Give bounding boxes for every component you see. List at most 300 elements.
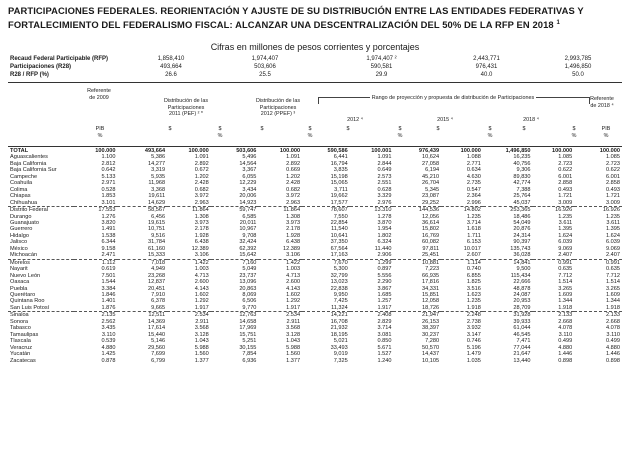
unit-label: PIB	[601, 126, 611, 132]
table-cell: 1.623	[466, 291, 481, 298]
state-name: Tabasco	[10, 325, 31, 332]
table-cell: 3.384	[101, 285, 116, 292]
state-name: Yucatán	[10, 351, 31, 358]
table-cell: 2.551	[377, 180, 392, 187]
table-cell: 12,058	[422, 298, 440, 305]
table-cell: 1.954	[377, 226, 392, 233]
table-cell: 0.622	[606, 167, 620, 174]
table-cell: 1.602	[286, 291, 301, 298]
table-cell: 31,928	[483, 312, 533, 319]
table-cell: 17.553	[74, 207, 118, 214]
summary-value: 2,443,771	[473, 56, 500, 62]
table-cell: 61,160	[147, 245, 166, 252]
table-cell: 3.128	[286, 331, 301, 338]
unit-percent: %	[397, 133, 403, 139]
table-cell: 36,614	[422, 219, 440, 226]
table-cell: 6,456	[151, 213, 166, 220]
col-dist-2011-line2: Participaciones	[167, 104, 205, 111]
table-cell: 3.009	[606, 199, 620, 206]
table-cell: 15,333	[147, 252, 166, 259]
table-cell: 9.069	[606, 245, 620, 252]
table-cell: 1.624	[558, 232, 573, 239]
state-name: Nuevo León	[10, 272, 41, 279]
table-cell: 3.110	[558, 331, 573, 338]
table-cell: 18,486	[513, 213, 531, 220]
table-cell: 1.043	[194, 338, 209, 345]
table-cell: 9,306	[516, 167, 531, 174]
table-cell: 12,837	[147, 279, 166, 286]
table-cell: 2.771	[466, 160, 481, 167]
table-cell: 23,087	[422, 193, 440, 200]
summary-value: 26.6	[165, 72, 177, 78]
table-cell: 1.876	[101, 304, 116, 311]
state-name: Zacatecas	[10, 357, 36, 364]
table-cell: 34,331	[422, 285, 440, 292]
table-cell: 1.043	[286, 338, 301, 345]
table-cell: 2.133	[533, 312, 575, 319]
table-cell: 1.344	[606, 298, 620, 305]
table-cell: 10,751	[147, 226, 166, 233]
table-row	[8, 305, 622, 312]
table-cell: 3.611	[606, 219, 620, 226]
col-ref-2018-line2: de 2018 ⁴	[590, 102, 614, 109]
state-name: Hidalgo	[10, 232, 29, 239]
table-cell: 1.446	[606, 351, 620, 358]
unit-label: $	[260, 126, 264, 132]
summary-row	[8, 55, 622, 63]
table-cell: 0.649	[377, 167, 392, 174]
table-cell: 1.422	[258, 259, 302, 266]
table-cell: 100.000	[460, 148, 481, 154]
table-cell: 5,345	[425, 186, 440, 193]
table-cell: 3,434	[242, 186, 257, 193]
unit-label: $	[218, 126, 222, 132]
table-cell: 3.128	[194, 331, 209, 338]
table-cell: 6,378	[151, 298, 166, 305]
table-cell: 0.499	[606, 338, 620, 345]
table-cell: 493,664	[144, 148, 166, 154]
table-cell: 19,662	[330, 193, 348, 200]
table-cell: 18,195	[330, 331, 348, 338]
table-cell: 6,506	[242, 298, 257, 305]
unit-label: $	[488, 126, 492, 132]
table-cell: 23,268	[147, 272, 166, 279]
table-cell: 67,564	[330, 245, 348, 252]
state-name: Puebla	[10, 285, 28, 292]
unit-label: $	[168, 126, 172, 132]
table-cell: 22,838	[330, 285, 348, 292]
unit-label: $	[522, 126, 526, 132]
table-cell: 2.996	[466, 199, 481, 206]
table-cell: 100.000	[95, 148, 116, 154]
table-cell: 1.527	[377, 351, 392, 358]
table-cell: 78,607	[302, 207, 350, 214]
table-cell: 0.669	[286, 167, 301, 174]
table-cell: 3,711	[334, 186, 348, 193]
table-cell: 1.825	[466, 279, 481, 286]
col-ref-2009	[82, 88, 116, 101]
table-cell: 12,763	[211, 312, 259, 319]
table-cell: 100.001	[371, 148, 392, 154]
state-name: Michoacán	[10, 252, 38, 259]
table-cell: 25,764	[513, 193, 531, 200]
table-cell: 6,799	[151, 357, 166, 364]
table-cell: 97,811	[422, 245, 440, 252]
summary-value: 503,606	[254, 64, 276, 70]
table-cell: 3.568	[194, 325, 209, 332]
table-cell: 29,560	[147, 344, 166, 351]
table-cell: 16,794	[330, 160, 348, 167]
table-cell: 13,023	[330, 279, 348, 286]
state-name: Jalisco	[10, 239, 28, 246]
table-cell: 1.711	[467, 232, 481, 239]
col-ref-2018	[582, 96, 622, 109]
unit-percent: %	[603, 133, 609, 139]
state-name: Querétaro	[10, 291, 36, 298]
table-cell: 1.544	[101, 279, 116, 286]
table-cell: 2.911	[195, 318, 209, 325]
table-cell: 17,577	[330, 199, 348, 206]
table-cell: 3.106	[286, 252, 301, 259]
title-line-2	[8, 17, 622, 31]
table-cell: 0.539	[101, 338, 116, 345]
table-cell: 2.723	[558, 160, 573, 167]
table-cell: 3.714	[377, 325, 392, 332]
table-cell: 2.562	[101, 318, 116, 325]
table-cell: 12,229	[239, 180, 257, 187]
unit-percent: %	[217, 133, 223, 139]
table-cell: 46,545	[513, 331, 531, 338]
table-cell: 60,082	[422, 239, 440, 246]
table-cell: 2.573	[377, 173, 392, 180]
col-dist-2012-line1: Distribución de las	[255, 98, 301, 104]
table-cell: 2.408	[350, 312, 394, 319]
table-cell: 3.265	[606, 285, 620, 292]
table-cell: 5,386	[151, 154, 166, 161]
table-cell: 9,516	[151, 232, 166, 239]
state-name: Coahuila	[10, 180, 33, 187]
state-name: Aguascalientes	[10, 154, 48, 161]
summary-label: Participaciones (R28)	[10, 64, 72, 70]
summary-value: 976,431	[475, 64, 498, 70]
summary-value: 493,664	[160, 64, 182, 70]
table-cell: 39,933	[513, 318, 531, 325]
table-cell: 0.897	[377, 266, 392, 273]
table-cell: 50,570	[422, 344, 440, 351]
table-cell: 3.265	[558, 285, 573, 292]
table-cell: 10,624	[422, 154, 440, 161]
table-cell: 10.017	[463, 245, 481, 252]
table-cell: 11.440	[374, 245, 392, 252]
table-cell: 1.276	[101, 213, 116, 220]
table-cell: 2.858	[558, 180, 573, 187]
unit-percent: %	[571, 133, 577, 139]
table-cell: 1.308	[286, 213, 301, 220]
table-cell: 38,397	[422, 325, 440, 332]
state-name: Tamaulipas	[10, 331, 39, 338]
state-name: Chihuahua	[10, 199, 38, 206]
summary-table	[8, 55, 622, 79]
table-cell: 7,854	[242, 351, 257, 358]
table-cell: 3.932	[466, 325, 481, 332]
table-cell: 2.735	[466, 180, 481, 187]
table-cell: 89,830	[513, 173, 531, 180]
table-cell: 10,881	[393, 259, 441, 266]
summary-value: 29.9	[375, 72, 388, 78]
table-cell: 5,935	[151, 173, 166, 180]
table-cell: 1.917	[194, 304, 209, 311]
table-cell: 4.713	[194, 272, 209, 279]
table-cell: 7,670	[302, 259, 350, 266]
table-cell: 115,434	[510, 272, 531, 279]
table-cell: 1.235	[466, 213, 481, 220]
table-cell: 1.624	[606, 232, 620, 239]
table-cell: 0.898	[606, 357, 620, 364]
table-cell: 6.438	[286, 239, 301, 246]
table-cell: 3.870	[377, 219, 392, 226]
table-cell: 1.112	[74, 259, 118, 266]
table-cell: 3.110	[101, 331, 116, 338]
table-cell: 32,424	[239, 239, 257, 246]
title-line-2-text: FORTALECIMIENTO DEL FEDERALISMO FISCAL: ALCANZAR UNA DESCENTRALIZACIÓN DEL 50% DE LA RFP EN 2018	[8, 19, 554, 31]
col-ref-2009-line1: Referente	[87, 88, 111, 94]
state-name: Oaxaca	[10, 279, 30, 286]
table-cell: 2.364	[466, 193, 481, 200]
table-cell: 2.911	[286, 318, 301, 325]
table-cell: 4.630	[466, 173, 481, 180]
table-cell: 15,751	[239, 331, 257, 338]
table-cell: 17,163	[330, 252, 348, 259]
table-cell: 0.898	[558, 357, 573, 364]
table-cell: 2.963	[194, 199, 209, 206]
table-cell: 7,018	[117, 259, 167, 266]
table-cell: 2.906	[377, 252, 392, 259]
table-cell: 12,056	[422, 213, 440, 220]
table-cell: 9,770	[242, 304, 257, 311]
table-cell: 61,044	[513, 325, 531, 332]
table-cell: 45,037	[513, 199, 531, 206]
table-cell: 3.110	[606, 331, 620, 338]
table-cell: 2.290	[377, 279, 392, 286]
table-cell: 1.235	[606, 213, 620, 220]
table-cell: 30,237	[422, 331, 440, 338]
table-cell: 3,835	[333, 167, 348, 174]
table-cell: 1.235	[466, 298, 481, 305]
table-cell: 1.491	[101, 226, 116, 233]
table-cell: 24,314	[513, 232, 531, 239]
table-cell: 1.091	[194, 154, 209, 161]
table-cell: 1.035	[466, 357, 481, 364]
table-top-rule	[8, 146, 622, 147]
unit-percent: %	[487, 133, 493, 139]
state-name: Sinaloa	[8, 312, 74, 319]
table-cell: 2.133	[574, 312, 622, 319]
table-cell: 1.292	[286, 298, 301, 305]
table-cell: 503,606	[236, 148, 257, 154]
table-cell: 7,471	[516, 338, 531, 345]
table-cell: 6,055	[242, 173, 257, 180]
table-cell: 5,146	[151, 338, 166, 345]
table-cell: 3.009	[558, 199, 573, 206]
table-row	[8, 259, 622, 266]
table-cell: 1.609	[606, 291, 620, 298]
table-cell: 1.514	[606, 279, 620, 286]
table-cell: 5,021	[333, 338, 348, 345]
table-cell: 0.635	[558, 266, 573, 273]
col-dist-2012	[238, 98, 318, 118]
table-cell: 33,493	[330, 344, 348, 351]
col-ref-2018-line1: Referente	[590, 96, 614, 102]
summary-value: 2,993,785	[564, 56, 592, 62]
table-cell: 17,816	[422, 279, 440, 286]
table-cell: 5,251	[242, 338, 257, 345]
table-cell: 16,235	[513, 154, 531, 161]
table-cell: 1.003	[194, 266, 209, 273]
table-cell: 54,049	[513, 219, 531, 226]
table-cell: 6,441	[333, 154, 348, 161]
table-cell: 21,647	[513, 351, 531, 358]
table-cell: 9,708	[242, 232, 257, 239]
table-cell: 2.428	[194, 180, 209, 187]
table-cell: 6.855	[466, 272, 481, 279]
table-cell: 7.712	[558, 272, 573, 279]
table-cell: 2.534	[167, 312, 211, 319]
state-name: Distrito Federal	[8, 207, 74, 214]
table-cell: 22,666	[513, 279, 531, 286]
table-cell: 20,006	[239, 193, 257, 200]
table-cell: 6,936	[242, 357, 257, 364]
table-cell: 0.622	[558, 167, 573, 174]
table-cell: 7,425	[333, 298, 348, 305]
table-cell: 1.918	[606, 304, 620, 311]
table-cell: 2.668	[606, 318, 620, 325]
table-cell: 15,065	[330, 180, 348, 187]
col-dist-2011	[146, 98, 226, 118]
table-cell: 0.619	[101, 266, 116, 273]
table-cell: 2.971	[101, 180, 116, 187]
table-cell: 0.740	[466, 266, 481, 273]
table-cell: 2.178	[286, 226, 301, 233]
table-cell: 3,367	[242, 167, 257, 174]
table-cell: 66,935	[422, 272, 440, 279]
table-cell: 18,726	[422, 304, 440, 311]
table-cell: 0.672	[194, 167, 209, 174]
table-cell: 2.892	[286, 160, 301, 167]
table-cell: 2.668	[558, 318, 573, 325]
table-cell: 36,028	[513, 252, 531, 259]
summary-label: R28 / RFP (%)	[10, 72, 49, 78]
table-row	[8, 200, 622, 207]
table-cell: 0.878	[101, 357, 116, 364]
table-cell: 2.738	[466, 318, 481, 325]
table-cell: 1.401	[101, 298, 116, 305]
table-cell: 1.202	[286, 173, 301, 180]
table-cell: 3,319	[151, 167, 166, 174]
table-cell: 2.723	[606, 160, 620, 167]
table-cell: 2.976	[377, 199, 392, 206]
table-cell: 3.611	[558, 219, 573, 226]
table-row	[8, 358, 622, 364]
state-name: Tlaxcala	[10, 338, 31, 345]
table-cell: 2.829	[377, 318, 392, 325]
table-cell: 26,153	[422, 318, 440, 325]
table-cell: 19,611	[148, 193, 166, 200]
table-cell: 16.926	[574, 207, 622, 214]
table-cell: 1.003	[286, 266, 301, 273]
table-cell: 0.499	[558, 338, 573, 345]
table-cell: 45,210	[422, 173, 440, 180]
table-cell: 135,743	[510, 245, 531, 252]
table-cell: 1.538	[101, 232, 116, 239]
table-cell: 1.091	[286, 154, 301, 161]
col-ref-2009-line2: de 2009	[89, 94, 109, 101]
table-cell: 1.257	[377, 298, 392, 305]
state-name: Sonora	[10, 318, 29, 325]
table-cell: 2.963	[286, 199, 301, 206]
table-cell: 1.928	[194, 232, 209, 239]
table-cell: 9.069	[558, 245, 573, 252]
table-cell: 7,160	[211, 259, 259, 266]
table-cell: 0.635	[606, 266, 620, 273]
table-cell: 590,586	[327, 148, 348, 154]
table-cell: 5.556	[377, 272, 392, 279]
table-cell: 1.918	[558, 304, 573, 311]
table-cell: 1.202	[194, 173, 209, 180]
table-cell: 6.001	[558, 173, 573, 180]
state-name: México	[10, 245, 28, 252]
table-cell: 42,774	[513, 180, 531, 187]
table-cell: 23,737	[239, 272, 257, 279]
table-cell: 1.085	[606, 154, 620, 161]
table-cell: 2.534	[258, 312, 302, 319]
table-cell: 1.802	[377, 232, 392, 239]
page-title	[8, 4, 622, 31]
table-cell: 11,540	[331, 226, 348, 233]
table-cell: 3.101	[101, 199, 116, 206]
table-cell: 5.988	[286, 344, 301, 351]
table-cell: 37,350	[330, 239, 348, 246]
table-cell: 0.634	[466, 167, 481, 174]
table-cell: 24,087	[513, 291, 531, 298]
table-cell: 14,923	[239, 199, 257, 206]
table-cell: 3.820	[101, 219, 116, 226]
table-cell: 20,953	[513, 298, 531, 305]
unit-label: PIB	[95, 126, 105, 132]
table-cell: 6.039	[558, 239, 573, 246]
table-cell: 16,769	[422, 232, 440, 239]
table-cell: 1.721	[606, 193, 620, 200]
table-cell: 5.196	[466, 344, 481, 351]
table-cell: 5,049	[242, 266, 257, 273]
table-cell: 1.292	[194, 298, 209, 305]
table-cell: 31,784	[147, 239, 166, 246]
col-proj-2012: 2012 ⁴	[347, 117, 363, 123]
table-cell: 3.867	[377, 285, 392, 292]
state-name: Veracruz	[10, 344, 33, 351]
col-dist-2012-line2: Participaciones	[259, 104, 297, 111]
table-cell: 1.114	[441, 259, 483, 266]
table-cell: 0.642	[101, 167, 116, 174]
table-cell: 19,615	[147, 219, 166, 226]
summary-row	[8, 63, 622, 71]
table-cell: 6.001	[606, 173, 620, 180]
table-cell: 2.248	[441, 312, 483, 319]
table-cell: 7,280	[425, 338, 440, 345]
table-cell: 9,665	[151, 304, 166, 311]
table-cell: 30,155	[239, 344, 257, 351]
summary-rule	[8, 82, 622, 83]
table-cell: 12,511	[117, 312, 167, 319]
